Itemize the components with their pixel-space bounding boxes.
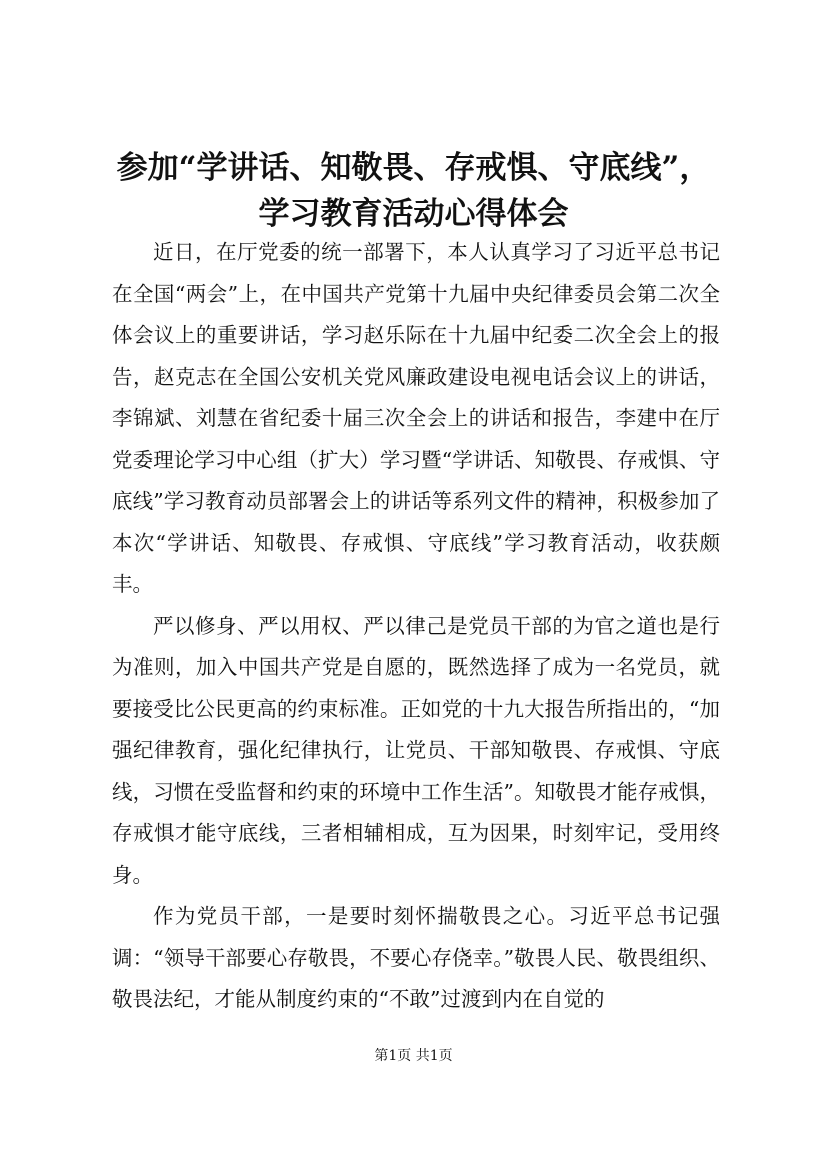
page-footer: 第1页 共1页 [374, 1048, 453, 1064]
paragraph-1: 近日，在厅党委的统一部署下，本人认真学习了习近平总书记在全国“两会”上，在中国共产党第十九届中央纪律委员会第二次全体会议上的重要讲话，学习赵乐际在十九届中纪委二次全会上的报告，赵克志在全国公安机关党风廉政建设电视电话会议上的讲话，李锦斌、刘慧在省纪委十届三次全会上的讲话和报告，李建中在厅党委理论学习中心组（扩大）学习暨“学讲话、知敬畏、存戒惧、守底线”学习教育动员部署会上的讲话等系列文件的精神，积极参加了本次“学讲话、知敬畏、存戒惧、守底线”学习教育活动，收获颇丰。 [112, 240, 720, 596]
document-title-line-2: 学习教育活动心得体会 [258, 196, 569, 232]
paragraph-3: 作为党员干部，一是要时刻怀揣敬畏之心。习近平总书记强调：“领导干部要心存敬畏，不要心存侥幸。”敬畏人民、敬畏组织、敬畏法纪，才能从制度约束的“不敢”过渡到内在自觉的 [112, 904, 720, 1011]
document-body [112, 232, 720, 1021]
document-title-line-1: 参加“学讲话、知敬畏、存戒惧、守底线”， [116, 150, 711, 186]
paragraph-2: 严以修身、严以用权、严以律己是党员干部的为官之道也是行为准则，加入中国共产党是自愿的，既然选择了成为一名党员，就要接受比公民更高的约束标准。正如党的十九大报告所指出的，“加强纪律教育，强化纪律执行，让党员、干部知敬畏、存戒惧、守底线，习惯在受监督和约束的环境中工作生活”。知敬畏才能存戒惧，存戒惧才能守底线，三者相辅相成，互为因果，时刻牢记，受用终身。 [112, 613, 720, 887]
